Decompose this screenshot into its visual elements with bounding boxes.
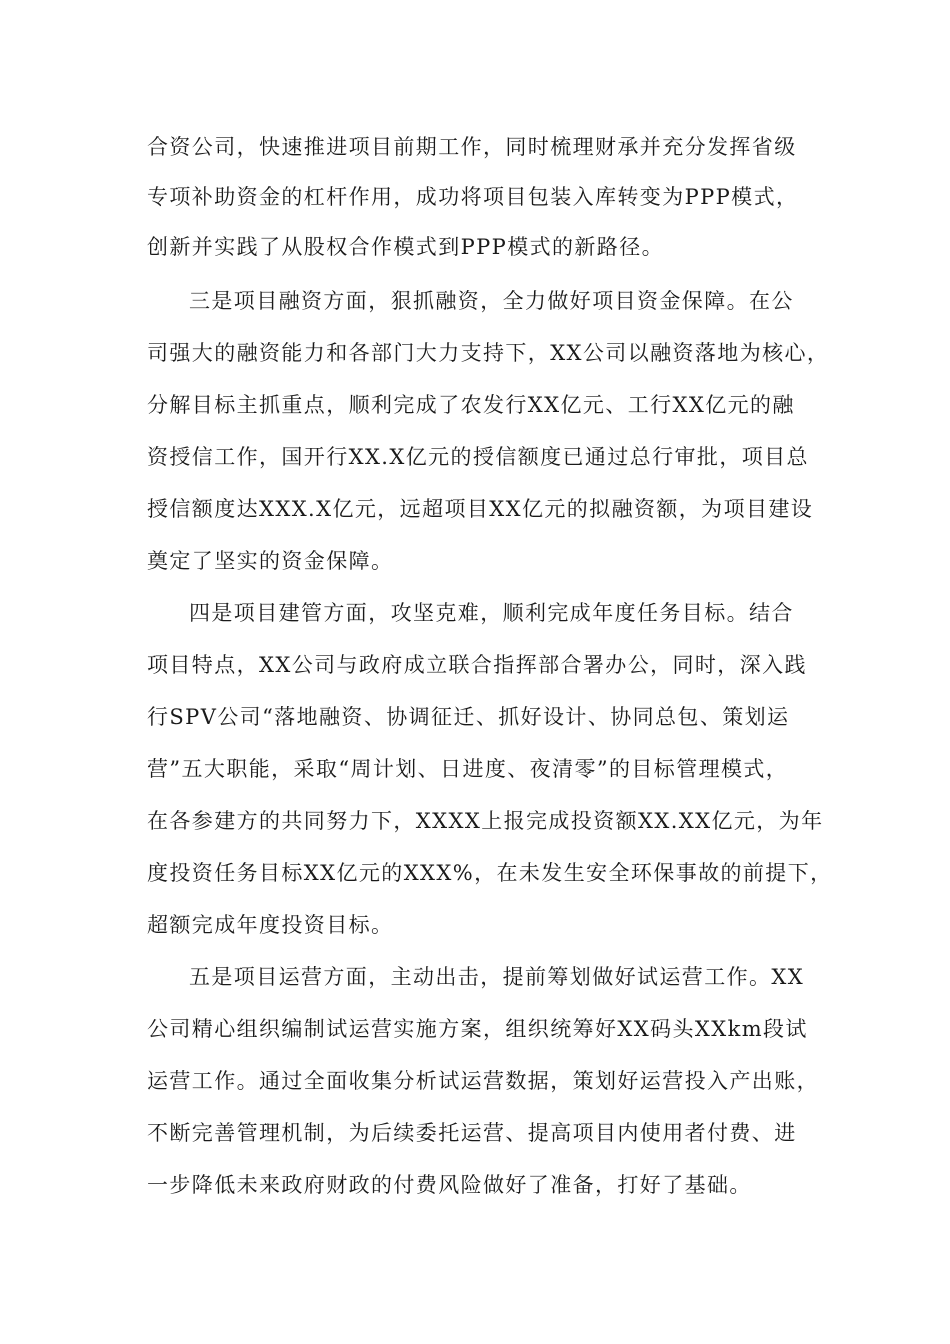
text-line: 专项补助资金的杠杆作用，成功将项目包装入库转变为PPP模式，	[147, 185, 799, 209]
text-line: 在各参建方的共同努力下，XXXX上报完成投资额XX.XX亿元，为年	[147, 809, 824, 833]
text-line: 项目特点，XX公司与政府成立联合指挥部合署办公，同时，深入践	[147, 653, 807, 677]
text-line: 度投资任务目标XX亿元的XXX%，在未发生安全环保事故的前提下，	[147, 861, 833, 885]
text-line: 行SPV公司“落地融资、协调征迁、抓好设计、协同总包、策划运	[147, 705, 790, 729]
text-line: 营”五大职能，采取“周计划、日进度、夜清零”的目标管理模式，	[147, 757, 789, 781]
text-line: 超额完成年度投资目标。	[147, 913, 394, 937]
text-line: 公司精心组织编制试运营实施方案，组织统筹好XX码头XXkm段试	[147, 1017, 808, 1041]
text-line: 合资公司，快速推进项目前期工作，同时梳理财承并充分发挥省级	[147, 135, 797, 159]
text-line: 不断完善管理机制，为后续委托运营、提高项目内使用者付费、进	[147, 1121, 797, 1145]
text-line: 四是项目建管方面，攻坚克难，顺利完成年度任务目标。结合	[189, 601, 794, 625]
text-line: 三是项目融资方面，狠抓融资，全力做好项目资金保障。在公	[189, 289, 794, 313]
text-line: 一步降低未来政府财政的付费风险做好了准备，打好了基础。	[147, 1173, 752, 1197]
text-line: 奠定了坚实的资金保障。	[147, 549, 394, 573]
text-line: 资授信工作，国开行XX.X亿元的授信额度已通过总行审批，项目总	[147, 445, 809, 469]
text-line: 授信额度达XXX.X亿元，远超项目XX亿元的拟融资额，为项目建设	[147, 497, 814, 521]
text-line: 司强大的融资能力和各部门大力支持下，XX公司以融资落地为核心，	[147, 341, 830, 365]
text-line: 运营工作。通过全面收集分析试运营数据，策划好运营投入产出账，	[147, 1069, 819, 1093]
text-line: 五是项目运营方面，主动出击，提前筹划做好试运营工作。XX	[189, 965, 805, 989]
text-line: 分解目标主抓重点，顺利完成了农发行XX亿元、工行XX亿元的融	[147, 393, 795, 417]
text-line: 创新并实践了从股权合作模式到PPP模式的新路径。	[147, 235, 664, 259]
